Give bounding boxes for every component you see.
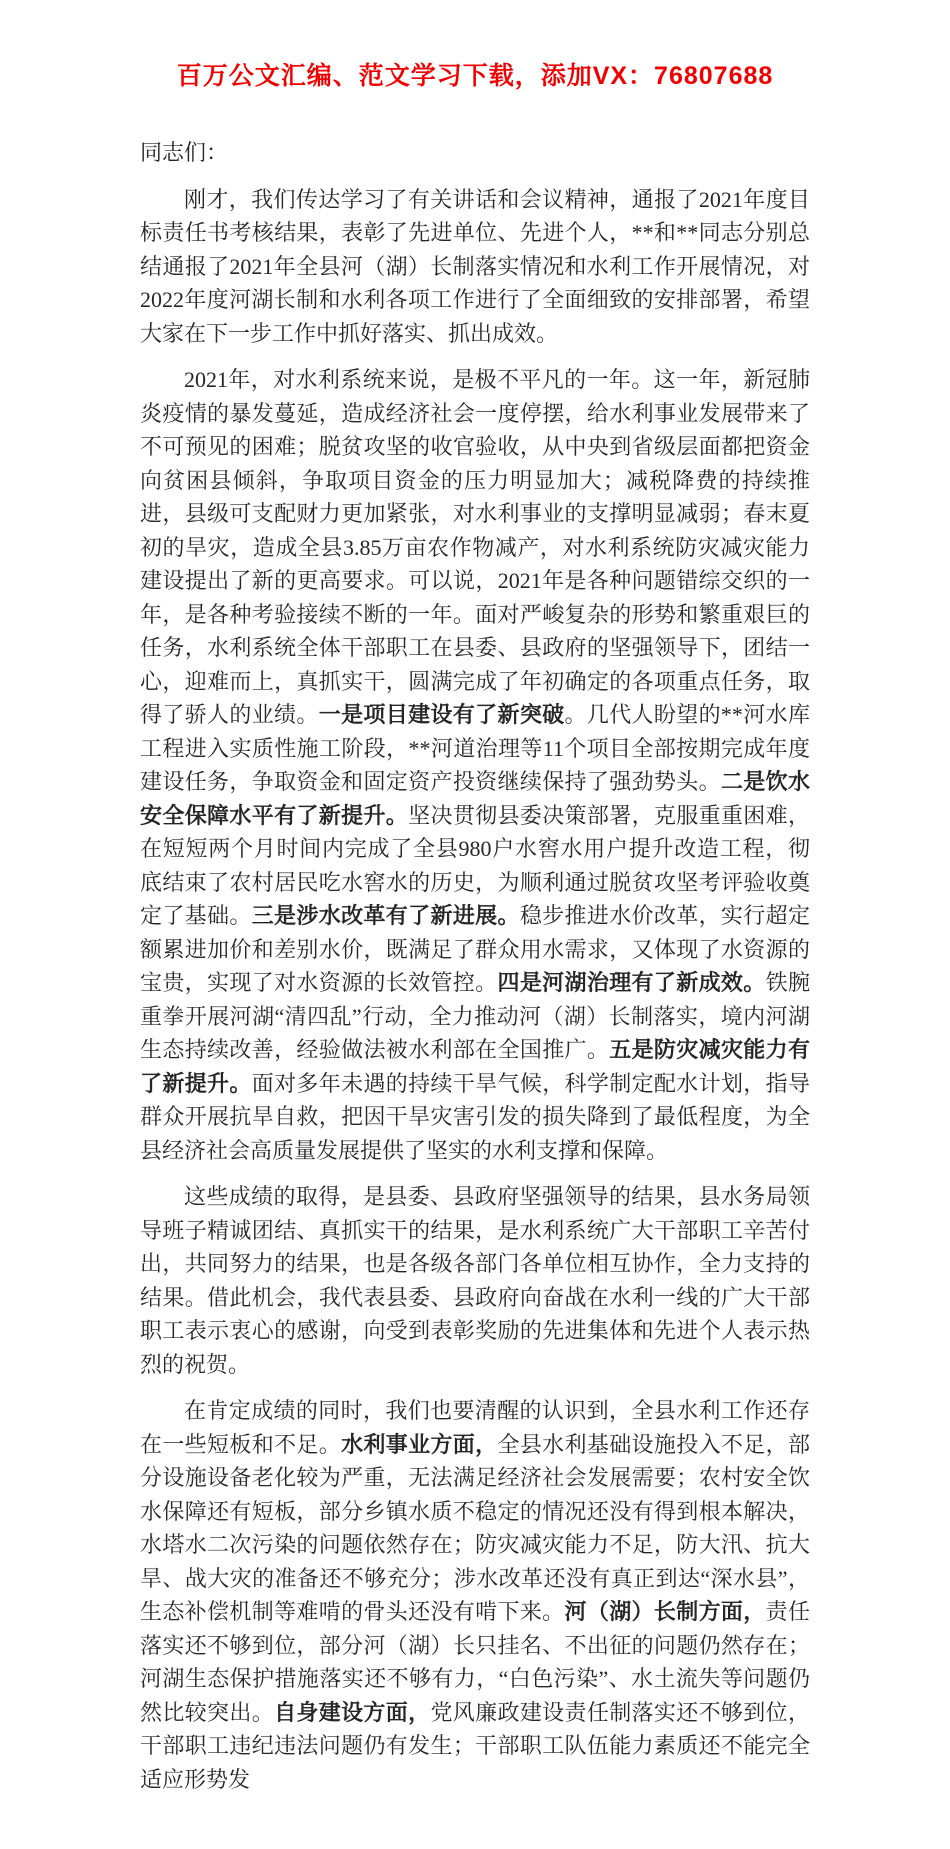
text-run: 铁腕重拳开展河湖“清四乱”行动，全力推动河（湖）长制落实，境内河湖生态持续改善，经验做法被水利部在全国推广。 [140,970,810,1062]
bold-run: 一是项目建设有了新突破 [318,702,565,727]
text-run: 稳步推进水价改革，实行超定额累进加价和差别水价，既满足了群众用水需求，又体现了水资源的宝贵，实现了对水资源的长效管控。 [140,903,810,995]
text-run: 同志们： [140,140,229,165]
paragraph [140,1394,810,1796]
text-run: 面对多年未遇的持续干旱气候，科学制定配水计划，指导群众开展抗旱自救，把因干旱灾害引发的损失降到了最低程度，为全县经济社会高质量发展提供了坚实的水利支撑和保障。 [140,1070,810,1163]
promo-header-text: 百万公文汇编、范文学习下载，添加VX：76807688 [176,62,774,90]
text-run: 在肯定成绩的同时，我们也要清醒的认识到，全县水利工作还存在一些短板和不足。 [140,1398,810,1457]
text-run: 。几代人盼望的**河水库工程进入实质性施工阶段，**河道治理等11个项目全部按期完成年度建设任务，争取资金和固定资产投资继续保持了强劲势头。 [140,702,810,794]
paragraph [140,183,810,351]
bold-run: 四是河湖治理有了新成效。 [497,970,766,995]
paragraph [140,363,810,1167]
bold-run: 自身建设方面， [274,1699,431,1725]
bold-run: 五是防灾减灾能力有了新提升。 [140,1037,810,1096]
text-run: 全县水利基础设施投入不足，部分设施设备老化较为严重，无法满足经济社会发展需要；农村安全饮水保障还有短板，部分乡镇水质不稳定的情况还没有得到根本解决，水塔水二次污染的问题依然存在；防灾减灾能力不足，防大汛、抗大旱、战大灾的准备还不够充分；涉水改革还没有真正到达“深水县”，生态补偿机制等难啃的骨头还没有啃下来。 [140,1431,810,1624]
bold-run: 水利事业方面， [341,1431,498,1457]
bold-run: 河（湖）长制方面， [564,1599,766,1624]
bold-run: 二是饮水安全保障水平有了新提升。 [140,769,810,828]
text-run: 这些成绩的取得，是县委、县政府坚强领导的结果，县水务局领导班子精诚团结、真抓实干的结果，是水利系统广大干部职工辛苦付出，共同努力的结果，也是各级各部门各单位相互协作，全力支持的结果。借此机会，我代表县委、县政府向奋战在水利一线的广大干部职工表示衷心的感谢，向受到表彰奖励的先进集体和先进个人表示热烈的祝贺。 [140,1184,810,1377]
bold-run: 三是涉水改革有了新进展。 [251,903,520,928]
text-run: 责任落实还不够到位，部分河（湖）长只挂名、不出征的问题仍然存在；河湖生态保护措施落实还不够有力，“白色污染”、水土流失等问题仍然比较突出。 [140,1599,810,1725]
text-run: 刚才，我们传达学习了有关讲话和会议精神，通报了2021年度目标责任书考核结果，表彰了先进单位、先进个人，**和**同志分别总结通报了2021年全县河（湖）长制落实情况和水利工作开展情况，对2022年度河湖长制和水利各项工作进行了全面细致的安排部署，希望大家在下一步工作中抓好落实、抓出成效。 [140,186,810,346]
text-run: 党风廉政建设责任制落实还不够到位，干部职工违纪违法问题仍有发生；干部职工队伍能力素质还不能完全适应形势发 [140,1699,810,1792]
text-run: 2021年，对水利系统来说，是极不平凡的一年。这一年，新冠肺炎疫情的暴发蔓延，造成经济社会一度停摆，给水利事业发展带来了不可预见的困难；脱贫攻坚的收官验收，从中央到省级层面都把资金向贫困县倾斜，争取项目资金的压力明显加大；减税降费的持续推进，县级可支配财力更加紧张，对水利事业的支撑明显减弱；春末夏初的旱灾，造成全县3.85万亩农作物减产，对水利系统防灾减灾能力建设提出了新的更高要求。可以说，2021年是各种问题错综交织的一年，是各种考验接续不断的一年。面对严峻复杂的形势和繁重艰巨的任务，水利系统全体干部职工在县委、县政府的坚强领导下，团结一心，迎难而上，真抓实干，圆满完成了年初确定的各项重点任务，取得了骄人的业绩。 [140,367,810,727]
document-body [140,136,810,1796]
paragraph [140,1180,810,1381]
text-run: 坚决贯彻县委决策部署，克服重重困难，在短短两个月时间内完成了全县980户水窖水用户提升改造工程，彻底结束了农村居民吃水窖水的历史，为顺利通过脱贫攻坚考评验收奠定了基础。 [140,802,810,928]
paragraph [140,136,810,170]
